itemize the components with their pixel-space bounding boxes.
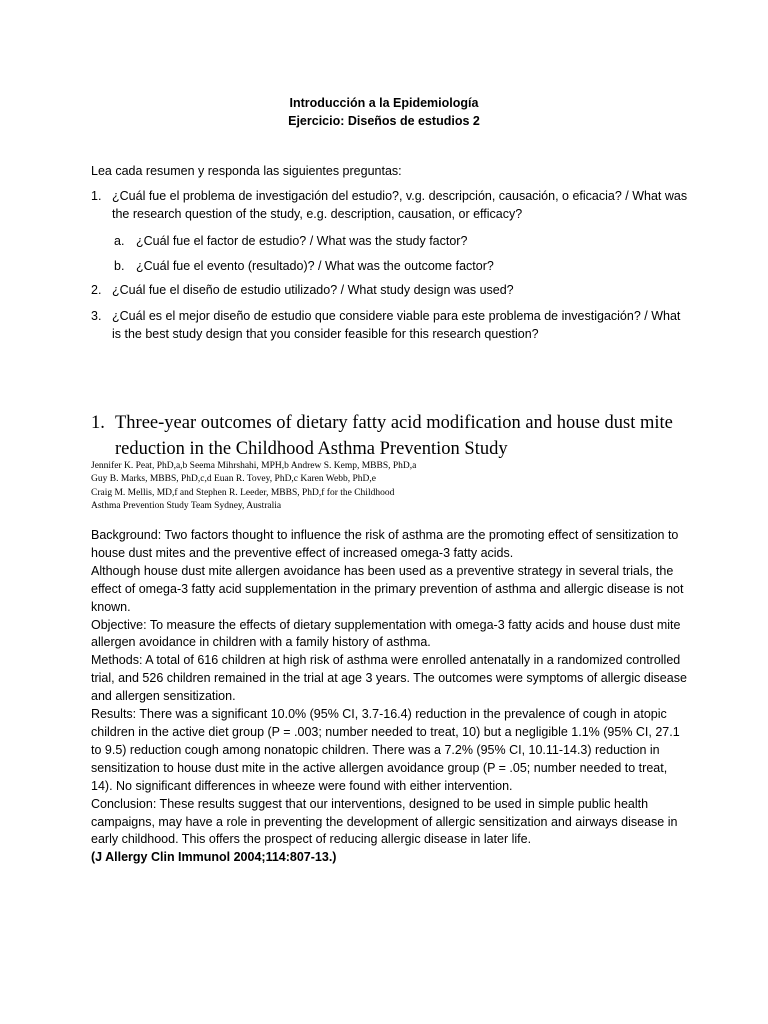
- question-number: a.: [114, 234, 125, 248]
- question-text: ¿Cuál fue el factor de estudio? / What was the study factor?: [136, 234, 468, 248]
- article-title-text: Three-year outcomes of dietary fatty acid modification and house dust mite reduction in the Childhood Asthma Prevention Study: [115, 413, 673, 459]
- exercise-title: Ejercicio: Diseños de estudios 2: [288, 114, 480, 128]
- question-text: ¿Cuál es el mejor diseño de estudio que considere viable para este problema de investigación? / What is the best study design that you consider feasible for this research question?: [112, 309, 681, 341]
- instructions: Lea cada resumen y responda las siguientes preguntas:: [91, 164, 402, 178]
- citation: (J Allergy Clin Immunol 2004;114:807-13.): [91, 850, 337, 865]
- author-line: Guy B. Marks, MBBS, PhD,c,d Euan R. Tovey, PhD,c Karen Webb, PhD,e: [91, 474, 376, 485]
- question-text: ¿Cuál fue el problema de investigación del estudio?, v.g. descripción, causación, o eficacia? / What was the research question of the study, e.g. description, causation, or efficacy?: [112, 189, 688, 221]
- author-line: Asthma Prevention Study Team Sydney, Australia: [91, 500, 282, 511]
- author-line: Jennifer K. Peat, PhD,a,b Seema Mihrshahi, MPH,b Andrew S. Kemp, MBBS, PhD,a: [91, 461, 417, 471]
- author-list: [91, 460, 691, 513]
- question-number: 3.: [91, 309, 102, 323]
- question-number: 2.: [91, 283, 102, 297]
- question-1: [91, 187, 691, 223]
- article-number: 1.: [91, 413, 105, 433]
- question-3: [91, 307, 691, 343]
- abstract: [91, 527, 691, 867]
- abstract-objective: Objective: To measure the effects of dietary supplementation with omega-3 fatty acids and house dust mite allergen avoidance in children with a family history of asthma.: [91, 617, 681, 650]
- question-number: 1.: [91, 189, 102, 203]
- question-text: ¿Cuál fue el diseño de estudio utilizado? / What study design was used?: [112, 283, 514, 297]
- abstract-conclusion: Conclusion: These results suggest that our interventions, designed to be used in simple public health campaigns, may have a role in preventing the development of allergic sensitization and airways disease in early childhood. This offers the prospect of reducing allergic disease in later life.: [91, 796, 678, 847]
- question-number: b.: [114, 259, 125, 273]
- abstract-methods: Methods: A total of 616 children at high risk of asthma were enrolled antenatally in a randomized controlled trial, and 526 children remained in the trial at age 3 years. The outcomes were symptoms of allergic disease and allergen sensitization.: [91, 653, 687, 704]
- article-title: [91, 410, 691, 462]
- abstract-results: Results: There was a significant 10.0% (95% CI, 3.7-16.4) reduction in the prevalence of cough in atopic children in the active diet group (P = .003; number needed to treat, 10) but a negligible 1.1% (95% CI, 27.1 to 9.5) reduction cough among nonatopic children. There was a 7.2% (95% CI, 10.11-14.3) reduction in sensitization to house dust mite in the active allergen avoidance group (P = .05; number needed to treat, 14). No significant differences in wheeze were found with either intervention.: [91, 707, 680, 793]
- abstract-background: Background: Two factors thought to influence the risk of asthma are the promoting effect of sensitization to house dust mites and the preventive effect of increased omega-3 fatty acids.: [91, 528, 679, 560]
- document-header: [0, 94, 768, 130]
- question-1b: [114, 257, 714, 275]
- author-line: Craig M. Mellis, MD,f and Stephen R. Leeder, MBBS, PhD,f for the Childhood: [91, 487, 395, 498]
- abstract-context: Although house dust mite allergen avoidance has been used as a preventive strategy in several trials, the effect of omega-3 fatty acid supplementation in the primary prevention of asthma and allergic disease is not known.: [91, 563, 684, 614]
- question-1a: [114, 232, 714, 250]
- question-text: ¿Cuál fue el evento (resultado)? / What was the outcome factor?: [136, 259, 494, 273]
- course-title: Introducción a la Epidemiología: [289, 96, 479, 110]
- question-2: [91, 281, 691, 299]
